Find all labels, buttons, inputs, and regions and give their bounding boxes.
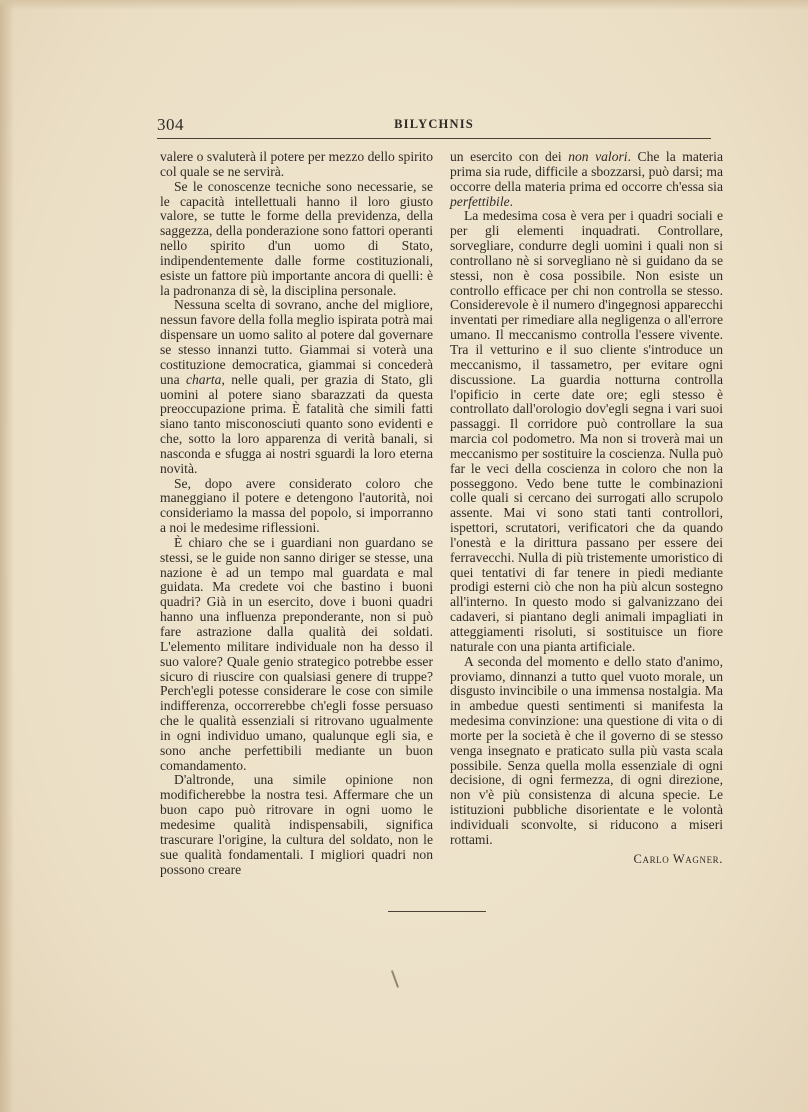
paragraph: D'altronde, una simile opinione non modificherebbe la nostra tesi. Affermare che un buon capo può ritrovare in ogni uomo le medesime qualità indispensabili, significa trascurare l'origine, la cultura del soldato, non le sue qualità fondamentali. I migliori quadri non possono creare <box>160 772 433 877</box>
article-end-rule <box>388 911 486 912</box>
paragraph: Se le conoscenze tecniche sono necessarie, se le capacità intellettuali hanno il loro giusto valore, se tutte le forme della previdenza, della saggezza, della ponderazione sono fattori operanti nello spirito d'un uomo di Stato, indipendentemente dalle forme costituzionali, esiste un fattore più importante ancora di quelli: è la padronanza di sè, la disciplina personale. <box>160 178 433 298</box>
right-column <box>450 150 723 867</box>
text-run: . <box>509 193 514 209</box>
page-number: 304 <box>157 115 184 134</box>
italic-term: charta <box>185 371 222 387</box>
text-run: Nessuna scelta di sovrano, anche del migliore, nessun favore della folla meglio ispirata potrà mai dispensare un uomo salito al potere dal governare se stesso innanzi tutto. Giammai si voterà una costituzione democratica, giammai si concederà una <box>160 297 433 387</box>
text-run: , nelle quali, per grazia di Stato, gli uomini al potere siano sbarazzati da questa preoccupazione prima. È fatalità che simili fatti siano tanto misconosciuti quanto sono evidenti e che, sotto la loro apparenza di verità banali, si nasconda e sfugga ai nostri sguardi la loro eterna novità. <box>160 371 433 476</box>
left-column <box>160 150 433 877</box>
header-rule <box>157 138 711 139</box>
italic-term: non valori <box>568 149 628 164</box>
author-signature: Carlo Wagner. <box>633 851 723 866</box>
text-run: . Che la materia prima sia rude, difficile a sbozzarsi, può darsi; ma occorre della materia prima ed occorre ch'essa sia <box>450 149 723 194</box>
text-run: un esercito con dei <box>450 149 569 164</box>
page-top-shadow <box>0 0 808 10</box>
paragraph: È chiaro che se i guardiani non guardano se stessi, se le guide non sanno diriger se stesse, una nazione è ad un tempo mal guardata e mal guidata. Ma credete voi che bastino i buoni quadri? Già in un esercito, dove i buoni quadri hanno una influenza preponderante, non si può fare astrazione dalla qualità dei soldati. L'elemento militare individuale non ha desso il suo valore? Quale genio strategico potrebbe esser sicuro di riuscire con qualsiasi genere di truppe? Perch'egli potesse considerare le cose con simile indifferenza, occorrerebbe ch'egli fosse persuaso che le qualità essenziali si ritrovano ugualmente in ogni individuo umano, qualunque egli sia, e sono anche perfettibili mediante un buon comandamento. <box>160 534 433 773</box>
paper-mark <box>391 970 399 988</box>
paragraph <box>160 298 433 476</box>
paragraph <box>450 150 723 209</box>
paragraph: valere o svaluterà il potere per mezzo dello spirito col quale se ne servirà. <box>160 149 433 179</box>
italic-term: perfettibile <box>450 193 510 209</box>
paragraph: La medesima cosa è vera per i quadri sociali e per gli elementi inquadrati. Controllare, sorvegliare, condurre degli uomini i quali non si controllano nè si sorvegliano nè si guidano da se stessi, non è cosa possibile. Non esiste un controllo efficace per chi non controlla se stesso. Considerevole è il numero d'ingegnosi apparecchi inventati per rimediare alla negligenza o all'errore umano. Il meccanismo controlla l'essere vivente. Tra il vetturino e il suo cliente s'introduce un meccanismo, il tassametro, per evitare ogni discussione. La guardia notturna controlla l'opificio in certe date ore; egli stesso è controllato dall'orologio dov'egli segna i vari suoi passaggi. Il corridore può controllare la sua marcia col podometro. Ma non si troverà mai un meccanismo per sostituire la coscienza. Nulla può far le veci della coscienza in coloro che non la posseggono. Vedo bene tutte le combinazioni colle quali si cercano dei surrogati allo scrupolo assente. Mai vi sono stati tanti controllori, ispettori, scrutatori, verificatori che da quando l'onestà e la dirittura passano per essere dei ferravecchi. Nulla di più tristemente umoristico di quei tentativi di far tenere in piedi mediante prodigi esterni ciò che non ha più alcun sostegno all'interno. In questo modo si galvanizzano dei cadaveri, si piantano degli animali impagliati in atteggiamenti risoluti, si sostituisce un fiore naturale con una pianta artificiale. <box>450 208 723 654</box>
running-title: BILYCHNIS <box>394 117 474 131</box>
paragraph: A seconda del momento e dello stato d'animo, proviamo, dinnanzi a tutto quel vuoto morale, un disgusto invincibile o una immensa nostalgia. Ma in ambedue questi sentimenti si manifesta la medesima convinzione: una questione di vita o di morte per la società è che il governo di se stesso venga insegnato e praticato sulla più vasta scala possibile. Senza quella molla essenziale di ogni decisione, di ogni fermezza, di ogni direzione, non v'è più consistenza di alcuna specie. Le istituzioni pubbliche disorientate e le volontà individuali sconvolte, si riducono a miseri rottami. <box>450 653 723 847</box>
paragraph: Se, dopo avere considerato coloro che maneggiano il potere e detengono l'autorità, noi consideriamo la massa del popolo, si imporranno a noi le medesime riflessioni. <box>160 475 433 536</box>
page-edge-shadow <box>0 0 14 1112</box>
page-header <box>157 115 711 139</box>
